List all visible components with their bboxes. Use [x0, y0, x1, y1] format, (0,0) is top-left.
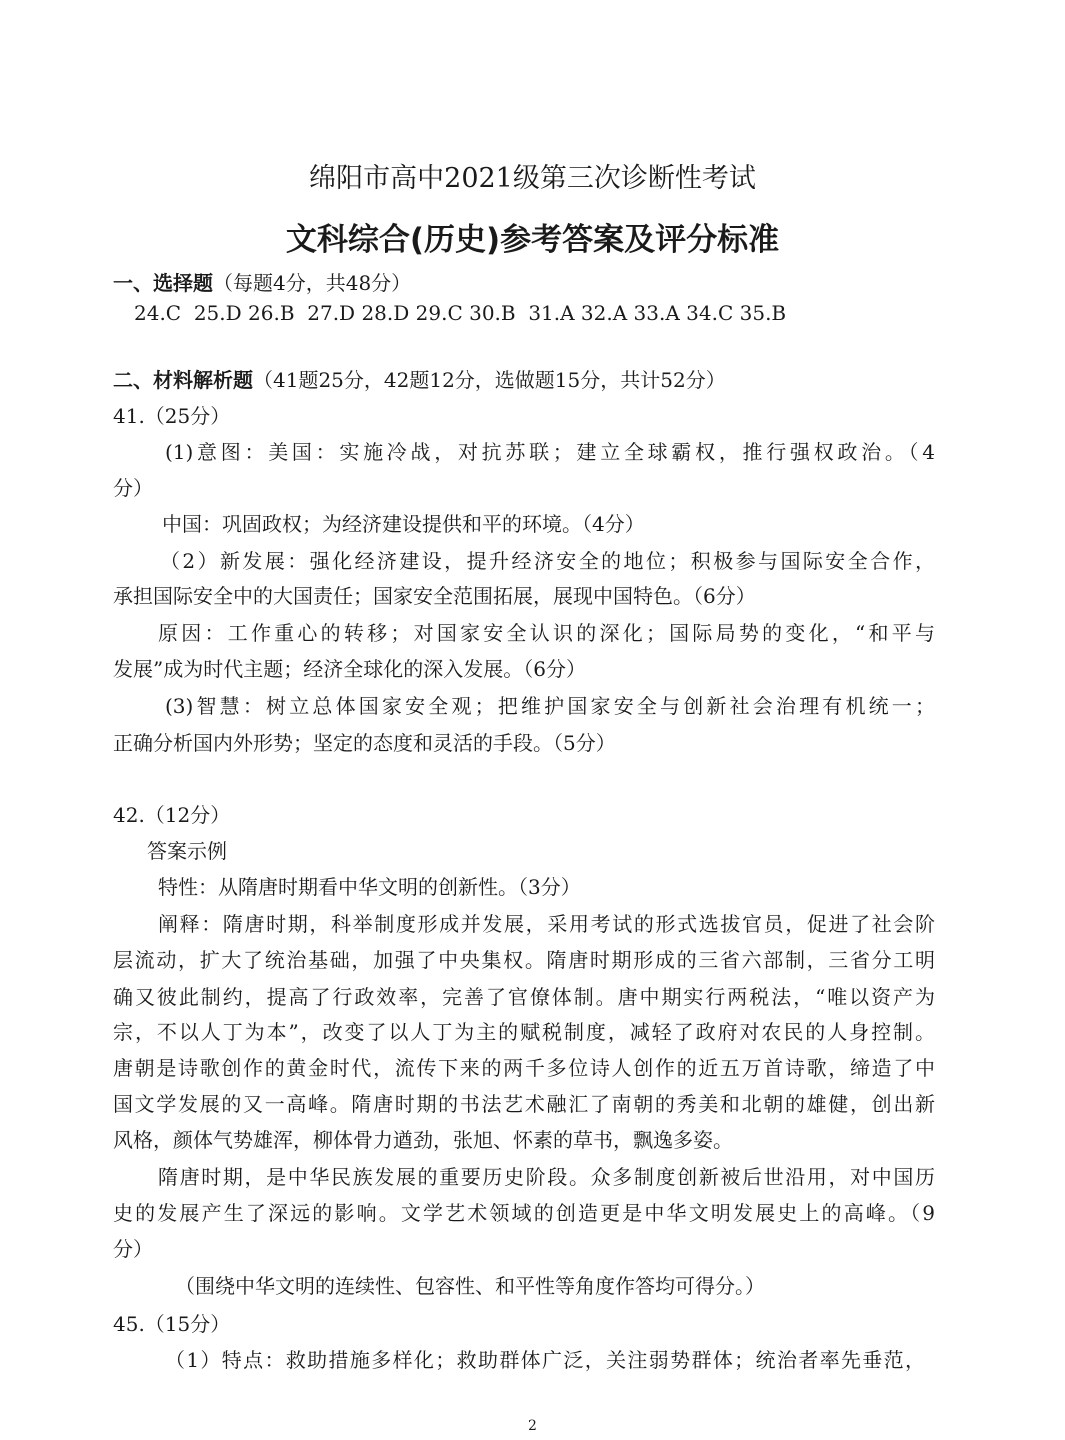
q42-line: 阐释：隋唐时期，科举制度形成并发展，采用考试的形式选拔官员，促进了社会阶	[158, 912, 935, 936]
q42-line: 国文学发展的又一高峰。隋唐时期的书法艺术融汇了南朝的秀美和北朝的雄健，创出新	[113, 1092, 935, 1116]
q45-number: 45.（15分）	[113, 1312, 231, 1336]
q45-line: （1）特点：救助措施多样化；救助群体广泛，关注弱势群体；统治者率先垂范，	[165, 1348, 925, 1372]
q42-line: 分）	[113, 1237, 153, 1261]
section2-heading: 二、材料解析题	[113, 368, 253, 392]
q42-line: 确又彼此制约，提高了行政效率，完善了官僚体制。唐中期实行两税法，“唯以资产为	[113, 985, 935, 1009]
q41-line: 分）	[113, 476, 153, 500]
q41-line: （2）新发展：强化经济建设，提升经济安全的地位；积极参与国际安全合作，	[160, 549, 935, 573]
q42-line: 特性：从隋唐时期看中华文明的创新性。（3分）	[158, 875, 581, 899]
document-subtitle: 文科综合(历史)参考答案及评分标准	[285, 222, 780, 258]
q41-line: 承担国际安全中的大国责任；国家安全范围拓展，展现中国特色。（6分）	[113, 584, 756, 608]
section2-note: （41题25分，42题12分，选做题15分，共计52分）	[253, 368, 726, 392]
q41-line: (1)意图：美国：实施冷战，对抗苏联；建立全球霸权，推行强权政治。（4	[165, 440, 935, 464]
section1-heading-line	[113, 269, 411, 297]
q41-line: (3)智慧：树立总体国家安全观；把维护国家安全与创新社会治理有机统一；	[165, 694, 935, 718]
section2-heading-line	[113, 366, 726, 394]
multiple-choice-answers: 24.C 25.D 26.B 27.D 28.D 29.C 30.B 31.A 32.A 33.A 34.C 35.B	[134, 301, 787, 325]
q42-line: （围绕中华文明的连续性、包容性、和平性等角度作答均可得分。）	[175, 1274, 765, 1298]
q41-line: 中国：巩固政权；为经济建设提供和平的环境。（4分）	[162, 512, 645, 536]
q42-number: 42.（12分）	[113, 803, 231, 827]
q42-line: 史的发展产生了深远的影响。文学艺术领域的创造更是中华文明发展史上的高峰。（9	[113, 1201, 935, 1225]
q42-line: 唐朝是诗歌创作的黄金时代，流传下来的两千多位诗人创作的近五万首诗歌，缔造了中	[113, 1056, 935, 1080]
q42-line: 层流动，扩大了统治基础，加强了中央集权。隋唐时期形成的三省六部制，三省分工明	[113, 948, 935, 972]
q41-line: 发展”成为时代主题；经济全球化的深入发展。（6分）	[113, 657, 586, 681]
q42-line: 风格，颜体气势雄浑，柳体骨力遒劲，张旭、怀素的草书，飘逸多姿。	[113, 1128, 733, 1152]
q42-line: 宗，不以人丁为本”，改变了以人丁为主的赋税制度，减轻了政府对农民的人身控制。	[113, 1020, 935, 1044]
section1-note: （每题4分，共48分）	[213, 271, 412, 295]
q41-line: 原因：工作重心的转移；对国家安全认识的深化；国际局势的变化，“和平与	[158, 621, 935, 645]
q42-line: 答案示例	[147, 839, 227, 863]
q41-line: 正确分析国内外形势；坚定的态度和灵活的手段。（5分）	[113, 731, 616, 755]
q41-number: 41.（25分）	[113, 404, 231, 428]
exam-title: 绵阳市高中2021级第三次诊断性考试	[309, 163, 756, 194]
section1-heading: 一、选择题	[113, 271, 213, 295]
q42-line: 隋唐时期，是中华民族发展的重要历史阶段。众多制度创新被后世沿用，对中国历	[158, 1165, 935, 1189]
page-number: 2	[528, 1418, 537, 1434]
